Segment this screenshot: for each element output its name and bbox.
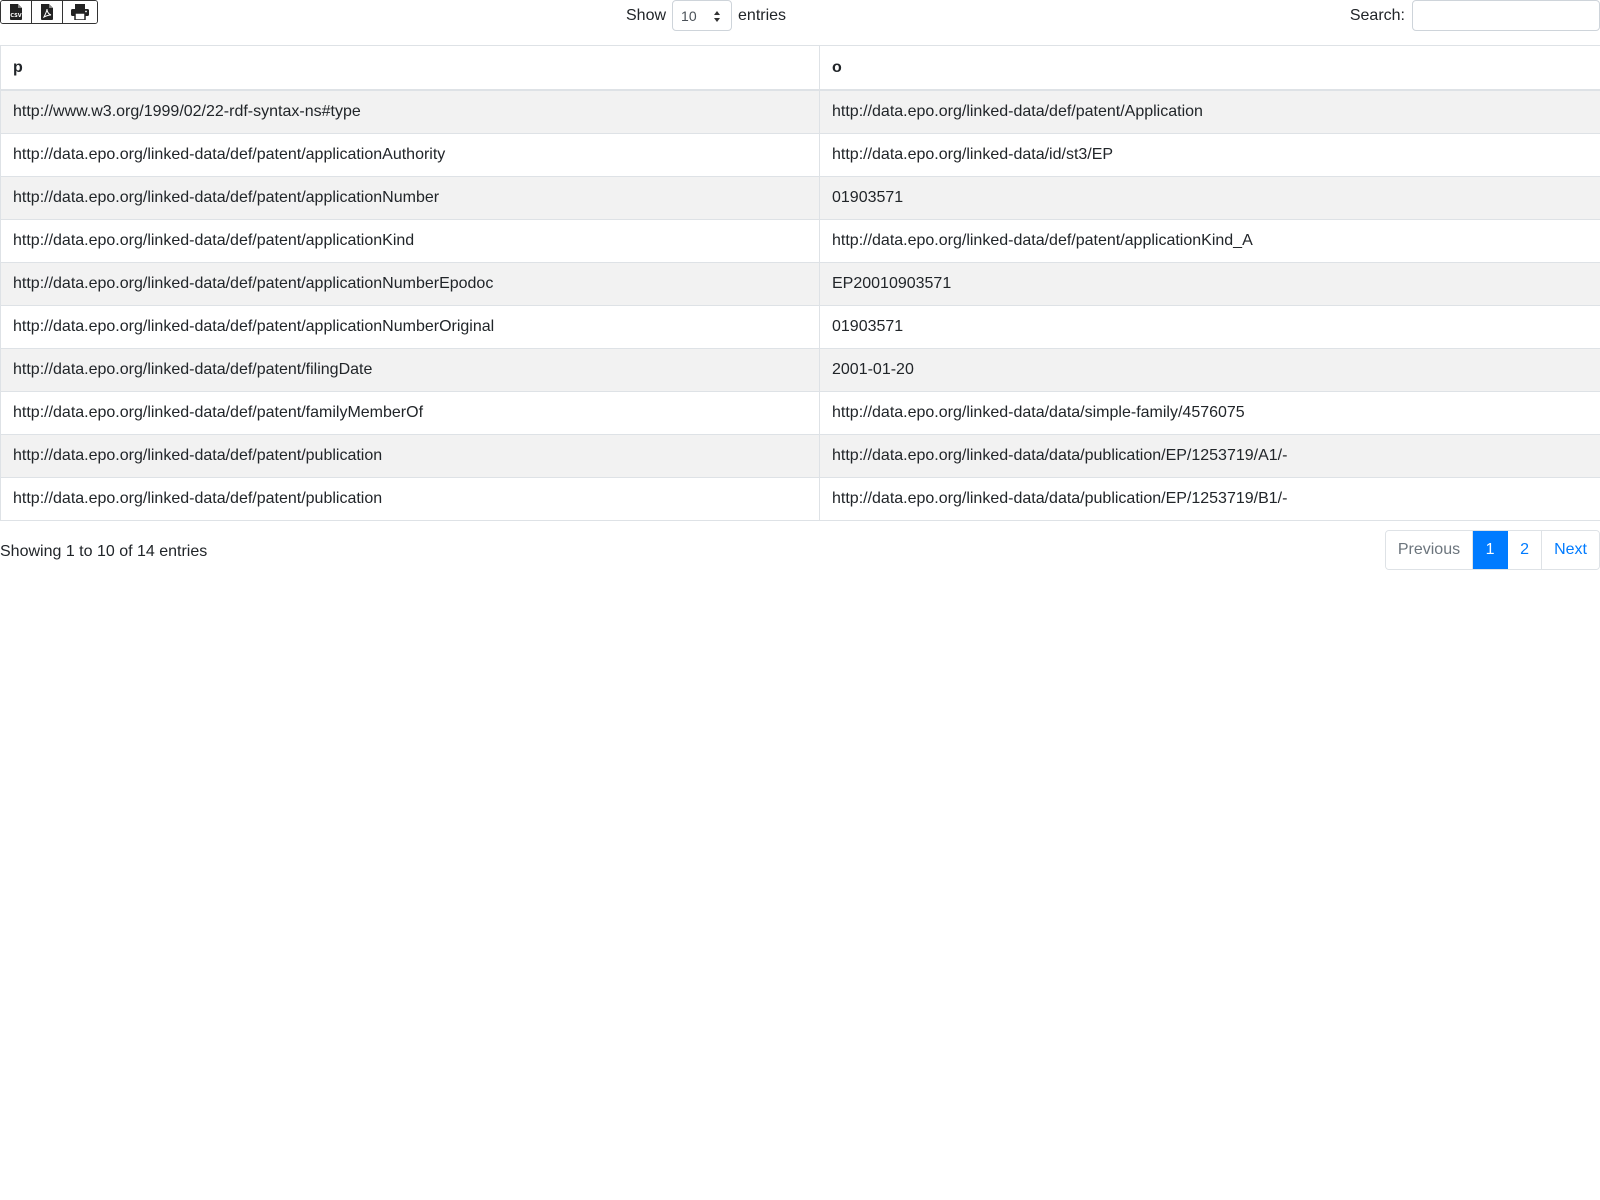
table-row <box>1 349 1600 392</box>
table-row <box>1 90 1600 134</box>
table-cell-o: EP20010903571 <box>820 263 1600 306</box>
table-row <box>1 306 1600 349</box>
table-cell-o: http://data.epo.org/linked-data/def/patent/Application <box>820 90 1600 134</box>
table-cell-p: http://data.epo.org/linked-data/def/patent/publication <box>1 435 820 478</box>
print-button[interactable] <box>63 1 97 23</box>
table-cell-o: http://data.epo.org/linked-data/data/publication/EP/1253719/B1/- <box>820 478 1600 521</box>
table-cell-p: http://data.epo.org/linked-data/def/patent/applicationNumber <box>1 177 820 220</box>
pdf-export-button[interactable] <box>32 1 63 23</box>
search-label: Search: <box>1349 6 1405 24</box>
table-cell-o: 2001-01-20 <box>820 349 1600 392</box>
print-icon <box>71 4 89 20</box>
table-cell-p: http://data.epo.org/linked-data/def/patent/applicationNumberEpodoc <box>1 263 820 306</box>
data-table <box>0 45 1600 521</box>
previous-page-button[interactable]: Previous <box>1386 531 1473 569</box>
file-csv-icon <box>9 4 23 20</box>
table-cell-o: http://data.epo.org/linked-data/id/st3/EP <box>820 134 1600 177</box>
column-header-p[interactable]: p <box>1 46 820 91</box>
svg-text:CSV: CSV <box>10 13 22 19</box>
export-button-group <box>0 0 98 24</box>
next-page-button[interactable]: Next <box>1542 531 1599 569</box>
page-button-1[interactable]: 1 <box>1473 531 1508 569</box>
table-info: Showing 1 to 10 of 14 entries <box>0 543 208 560</box>
table-cell-p: http://data.epo.org/linked-data/def/patent/familyMemberOf <box>1 392 820 435</box>
entries-label: entries <box>738 6 787 24</box>
entries-per-page-value: 10 <box>681 7 697 24</box>
search-input[interactable] <box>1412 0 1600 31</box>
table-cell-p: http://data.epo.org/linked-data/def/patent/filingDate <box>1 349 820 392</box>
csv-export-button[interactable] <box>1 1 32 23</box>
table-cell-p: http://data.epo.org/linked-data/def/patent/applicationNumberOriginal <box>1 306 820 349</box>
table-row <box>1 177 1600 220</box>
table-cell-p: http://data.epo.org/linked-data/def/patent/publication <box>1 478 820 521</box>
table-row <box>1 134 1600 177</box>
length-control <box>626 0 786 31</box>
table-row <box>1 263 1600 306</box>
table-cell-o: http://data.epo.org/linked-data/def/patent/applicationKind_A <box>820 220 1600 263</box>
table-row <box>1 220 1600 263</box>
table-header-row <box>1 46 1600 91</box>
table-cell-o: http://data.epo.org/linked-data/data/simple-family/4576075 <box>820 392 1600 435</box>
show-label: Show <box>626 6 667 24</box>
table-cell-p: http://data.epo.org/linked-data/def/patent/applicationKind <box>1 220 820 263</box>
table-row <box>1 478 1600 521</box>
search-control <box>1350 0 1600 31</box>
pagination <box>1385 530 1600 570</box>
entries-per-page-select[interactable] <box>672 0 732 31</box>
table-cell-o: http://data.epo.org/linked-data/data/publication/EP/1253719/A1/- <box>820 435 1600 478</box>
sort-caret-icon <box>713 10 721 23</box>
column-header-o[interactable]: o <box>820 46 1600 91</box>
page-button-2[interactable]: 2 <box>1508 531 1542 569</box>
table-cell-p: http://data.epo.org/linked-data/def/patent/applicationAuthority <box>1 134 820 177</box>
table-cell-o: 01903571 <box>820 177 1600 220</box>
table-row <box>1 392 1600 435</box>
table-cell-p: http://www.w3.org/1999/02/22-rdf-syntax-ns#type <box>1 90 820 134</box>
table-cell-o: 01903571 <box>820 306 1600 349</box>
file-pdf-icon <box>40 4 54 20</box>
table-row <box>1 435 1600 478</box>
